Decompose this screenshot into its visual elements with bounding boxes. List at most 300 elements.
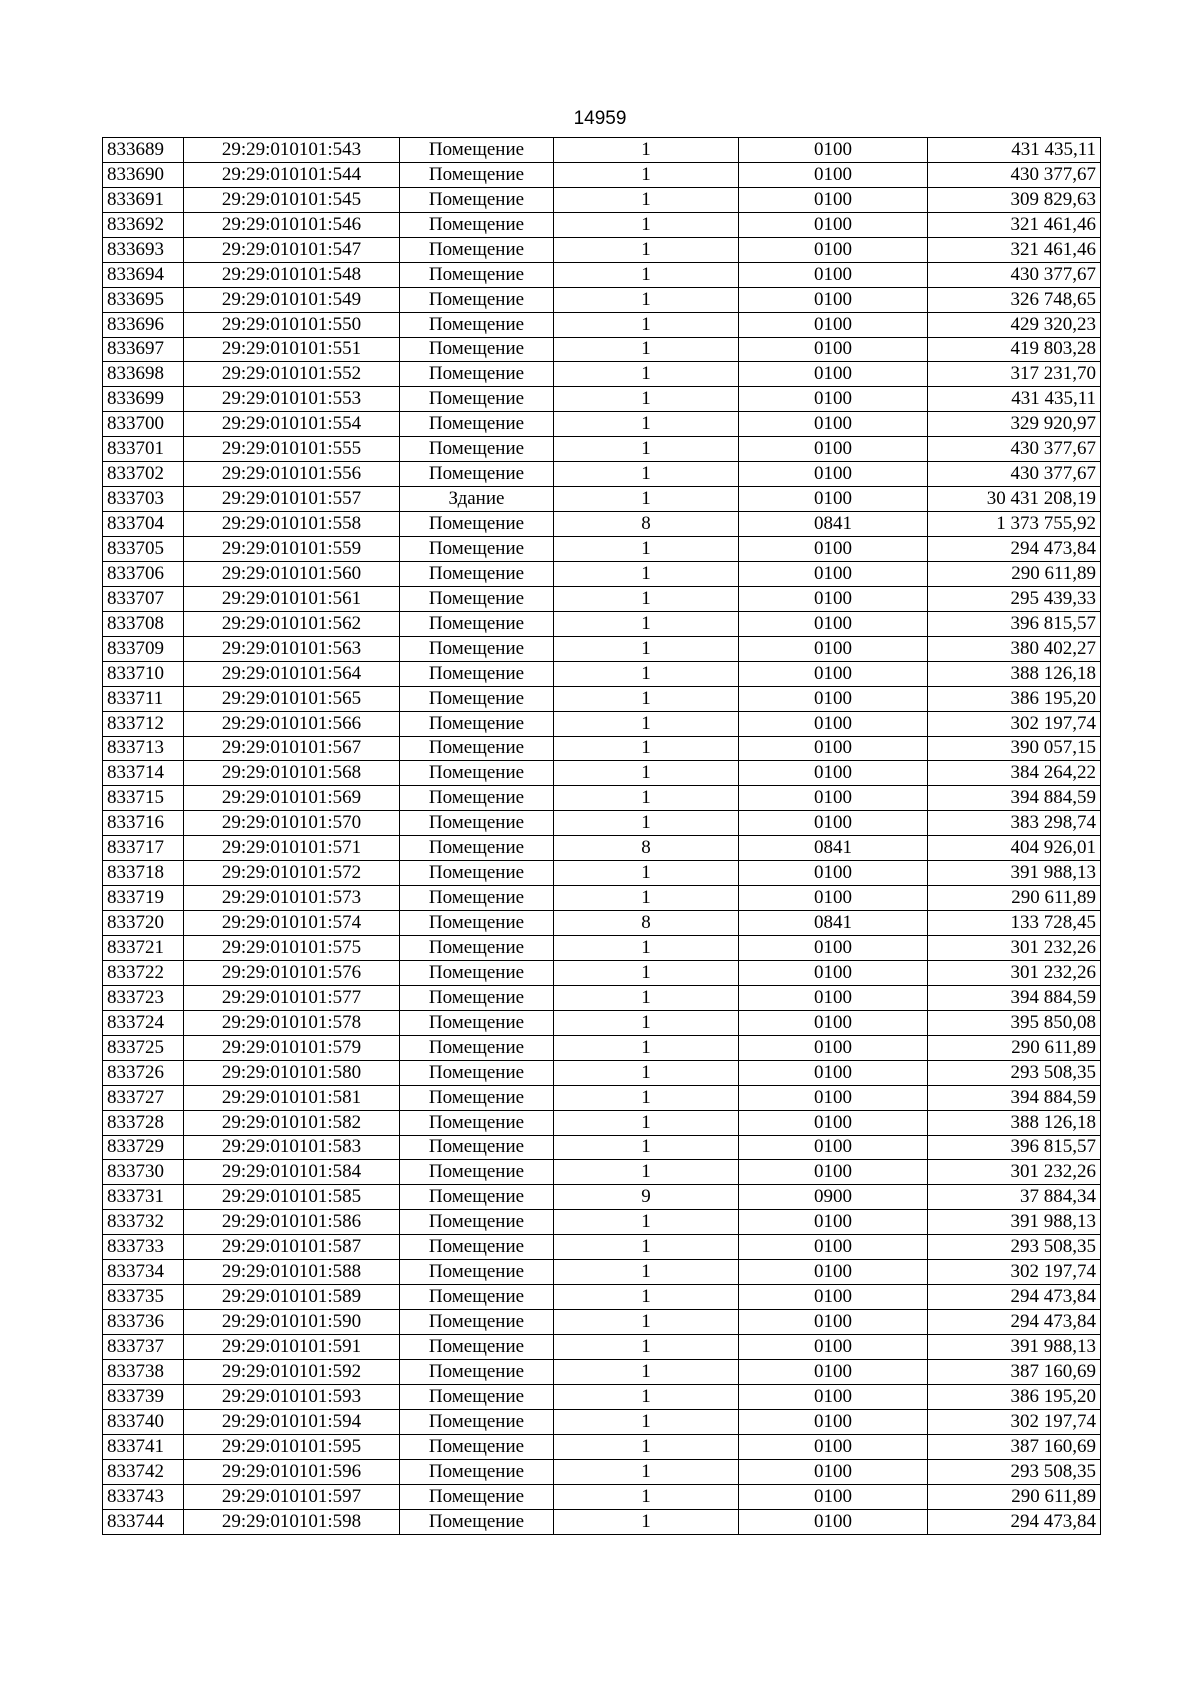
- group-cell: 1: [554, 786, 739, 811]
- group-cell: 1: [554, 686, 739, 711]
- object-type-cell: Помещение: [400, 711, 554, 736]
- cadastral-number-cell: 29:29:010101:564: [184, 661, 400, 686]
- group-cell: 1: [554, 1135, 739, 1160]
- record-id-cell: 833729: [103, 1135, 184, 1160]
- object-type-cell: Помещение: [400, 561, 554, 586]
- table-row: [103, 1160, 1101, 1185]
- cadastral-number-cell: 29:29:010101:565: [184, 686, 400, 711]
- cadastral-value-cell: 294 473,84: [928, 1310, 1101, 1335]
- group-cell: 1: [554, 537, 739, 562]
- cadastral-number-cell: 29:29:010101:581: [184, 1085, 400, 1110]
- table-row: [103, 187, 1101, 212]
- record-id-cell: 833743: [103, 1484, 184, 1509]
- cadastral-value-cell: 430 377,67: [928, 437, 1101, 462]
- record-id-cell: 833696: [103, 312, 184, 337]
- object-type-cell: Помещение: [400, 985, 554, 1010]
- cadastral-value-cell: 395 850,08: [928, 1010, 1101, 1035]
- table-row: [103, 237, 1101, 262]
- cadastral-number-cell: 29:29:010101:566: [184, 711, 400, 736]
- code-cell: 0100: [739, 761, 928, 786]
- code-cell: 0100: [739, 1285, 928, 1310]
- record-id-cell: 833693: [103, 237, 184, 262]
- cadastral-number-cell: 29:29:010101:560: [184, 561, 400, 586]
- object-type-cell: Помещение: [400, 138, 554, 163]
- group-cell: 1: [554, 1160, 739, 1185]
- cadastral-number-cell: 29:29:010101:571: [184, 836, 400, 861]
- code-cell: 0100: [739, 561, 928, 586]
- record-id-cell: 833734: [103, 1260, 184, 1285]
- object-type-cell: Помещение: [400, 636, 554, 661]
- object-type-cell: Помещение: [400, 611, 554, 636]
- cadastral-value-cell: 404 926,01: [928, 836, 1101, 861]
- table-row: [103, 1285, 1101, 1310]
- group-cell: 1: [554, 412, 739, 437]
- object-type-cell: Помещение: [400, 312, 554, 337]
- record-id-cell: 833694: [103, 262, 184, 287]
- record-id-cell: 833723: [103, 985, 184, 1010]
- record-id-cell: 833710: [103, 661, 184, 686]
- record-id-cell: 833733: [103, 1235, 184, 1260]
- table-row: [103, 138, 1101, 163]
- cadastral-number-cell: 29:29:010101:551: [184, 337, 400, 362]
- cadastral-value-cell: 391 988,13: [928, 1210, 1101, 1235]
- record-id-cell: 833695: [103, 287, 184, 312]
- group-cell: 1: [554, 886, 739, 911]
- cadastral-number-cell: 29:29:010101:597: [184, 1484, 400, 1509]
- cadastral-number-cell: 29:29:010101:574: [184, 911, 400, 936]
- code-cell: 0100: [739, 362, 928, 387]
- record-id-cell: 833702: [103, 462, 184, 487]
- table-row: [103, 1185, 1101, 1210]
- cadastral-value-cell: 430 377,67: [928, 462, 1101, 487]
- cadastral-number-cell: 29:29:010101:596: [184, 1459, 400, 1484]
- cadastral-number-cell: 29:29:010101:579: [184, 1035, 400, 1060]
- table-row: [103, 287, 1101, 312]
- group-cell: 1: [554, 462, 739, 487]
- cadastral-number-cell: 29:29:010101:598: [184, 1509, 400, 1534]
- code-cell: 0100: [739, 212, 928, 237]
- group-cell: 1: [554, 1085, 739, 1110]
- group-cell: 1: [554, 960, 739, 985]
- object-type-cell: Помещение: [400, 1160, 554, 1185]
- code-cell: 0100: [739, 786, 928, 811]
- cadastral-number-cell: 29:29:010101:554: [184, 412, 400, 437]
- cadastral-number-cell: 29:29:010101:582: [184, 1110, 400, 1135]
- record-id-cell: 833711: [103, 686, 184, 711]
- object-type-cell: Помещение: [400, 1509, 554, 1534]
- code-cell: 0100: [739, 960, 928, 985]
- table-row: [103, 1135, 1101, 1160]
- cadastral-value-cell: 317 231,70: [928, 362, 1101, 387]
- cadastral-value-cell: 391 988,13: [928, 1335, 1101, 1360]
- group-cell: 1: [554, 811, 739, 836]
- cadastral-value-cell: 391 988,13: [928, 861, 1101, 886]
- record-id-cell: 833700: [103, 412, 184, 437]
- table-row: [103, 1010, 1101, 1035]
- record-id-cell: 833709: [103, 636, 184, 661]
- record-id-cell: 833690: [103, 162, 184, 187]
- group-cell: 1: [554, 1384, 739, 1409]
- object-type-cell: Помещение: [400, 1110, 554, 1135]
- code-cell: 0100: [739, 487, 928, 512]
- cadastral-number-cell: 29:29:010101:580: [184, 1060, 400, 1085]
- object-type-cell: Помещение: [400, 1210, 554, 1235]
- cadastral-number-cell: 29:29:010101:543: [184, 138, 400, 163]
- object-type-cell: Помещение: [400, 911, 554, 936]
- group-cell: 1: [554, 1459, 739, 1484]
- cadastral-value-cell: 293 508,35: [928, 1060, 1101, 1085]
- cadastral-number-cell: 29:29:010101:595: [184, 1434, 400, 1459]
- cadastral-value-cell: 396 815,57: [928, 1135, 1101, 1160]
- record-id-cell: 833721: [103, 936, 184, 961]
- object-type-cell: Помещение: [400, 1409, 554, 1434]
- record-id-cell: 833714: [103, 761, 184, 786]
- table-row: [103, 1434, 1101, 1459]
- cadastral-value-cell: 383 298,74: [928, 811, 1101, 836]
- group-cell: 1: [554, 761, 739, 786]
- group-cell: 1: [554, 262, 739, 287]
- cadastral-number-cell: 29:29:010101:567: [184, 736, 400, 761]
- group-cell: 1: [554, 1210, 739, 1235]
- object-type-cell: Помещение: [400, 1484, 554, 1509]
- table-row: [103, 537, 1101, 562]
- code-cell: 0100: [739, 287, 928, 312]
- object-type-cell: Помещение: [400, 1085, 554, 1110]
- group-cell: 1: [554, 138, 739, 163]
- code-cell: 0100: [739, 1310, 928, 1335]
- cadastral-number-cell: 29:29:010101:545: [184, 187, 400, 212]
- cadastral-number-cell: 29:29:010101:561: [184, 586, 400, 611]
- cadastral-number-cell: 29:29:010101:555: [184, 437, 400, 462]
- table-row: [103, 586, 1101, 611]
- group-cell: 1: [554, 212, 739, 237]
- group-cell: 1: [554, 1310, 739, 1335]
- cadastral-value-cell: 386 195,20: [928, 1384, 1101, 1409]
- record-id-cell: 833737: [103, 1335, 184, 1360]
- record-id-cell: 833713: [103, 736, 184, 761]
- cadastral-value-cell: 429 320,23: [928, 312, 1101, 337]
- record-id-cell: 833735: [103, 1285, 184, 1310]
- group-cell: 1: [554, 711, 739, 736]
- record-id-cell: 833727: [103, 1085, 184, 1110]
- record-id-cell: 833720: [103, 911, 184, 936]
- code-cell: 0100: [739, 1434, 928, 1459]
- table-row: [103, 985, 1101, 1010]
- cadastral-value-cell: 394 884,59: [928, 786, 1101, 811]
- group-cell: 1: [554, 437, 739, 462]
- group-cell: 1: [554, 1035, 739, 1060]
- table-row: [103, 162, 1101, 187]
- cadastral-number-cell: 29:29:010101:553: [184, 387, 400, 412]
- group-cell: 1: [554, 362, 739, 387]
- object-type-cell: Помещение: [400, 1185, 554, 1210]
- record-id-cell: 833719: [103, 886, 184, 911]
- object-type-cell: Помещение: [400, 1384, 554, 1409]
- table-row: [103, 911, 1101, 936]
- record-id-cell: 833739: [103, 1384, 184, 1409]
- code-cell: 0100: [739, 636, 928, 661]
- record-id-cell: 833706: [103, 561, 184, 586]
- record-id-cell: 833740: [103, 1409, 184, 1434]
- code-cell: 0100: [739, 1035, 928, 1060]
- object-type-cell: Здание: [400, 487, 554, 512]
- code-cell: 0100: [739, 985, 928, 1010]
- group-cell: 1: [554, 312, 739, 337]
- code-cell: 0100: [739, 1235, 928, 1260]
- record-id-cell: 833722: [103, 960, 184, 985]
- group-cell: 1: [554, 586, 739, 611]
- object-type-cell: Помещение: [400, 761, 554, 786]
- table-row: [103, 1384, 1101, 1409]
- object-type-cell: Помещение: [400, 960, 554, 985]
- cadastral-number-cell: 29:29:010101:546: [184, 212, 400, 237]
- table-row: [103, 312, 1101, 337]
- cadastral-number-cell: 29:29:010101:563: [184, 636, 400, 661]
- object-type-cell: Помещение: [400, 1135, 554, 1160]
- registry-table: [102, 137, 1101, 1535]
- object-type-cell: Помещение: [400, 187, 554, 212]
- group-cell: 1: [554, 1285, 739, 1310]
- cadastral-number-cell: 29:29:010101:547: [184, 237, 400, 262]
- group-cell: 8: [554, 911, 739, 936]
- code-cell: 0841: [739, 512, 928, 537]
- table-row: [103, 1035, 1101, 1060]
- object-type-cell: Помещение: [400, 811, 554, 836]
- record-id-cell: 833731: [103, 1185, 184, 1210]
- code-cell: 0100: [739, 611, 928, 636]
- table-row: [103, 1409, 1101, 1434]
- cadastral-number-cell: 29:29:010101:572: [184, 861, 400, 886]
- table-row: [103, 1210, 1101, 1235]
- code-cell: 0100: [739, 237, 928, 262]
- object-type-cell: Помещение: [400, 262, 554, 287]
- registry-table-body: [103, 138, 1101, 1535]
- code-cell: 0100: [739, 1409, 928, 1434]
- group-cell: 1: [554, 1110, 739, 1135]
- code-cell: 0100: [739, 537, 928, 562]
- cadastral-number-cell: 29:29:010101:583: [184, 1135, 400, 1160]
- cadastral-value-cell: 384 264,22: [928, 761, 1101, 786]
- object-type-cell: Помещение: [400, 786, 554, 811]
- cadastral-number-cell: 29:29:010101:588: [184, 1260, 400, 1285]
- cadastral-value-cell: 380 402,27: [928, 636, 1101, 661]
- group-cell: 1: [554, 162, 739, 187]
- group-cell: 1: [554, 561, 739, 586]
- cadastral-value-cell: 326 748,65: [928, 287, 1101, 312]
- group-cell: 1: [554, 1484, 739, 1509]
- group-cell: 1: [554, 1409, 739, 1434]
- page-number: 14959: [573, 108, 627, 129]
- cadastral-value-cell: 390 057,15: [928, 736, 1101, 761]
- object-type-cell: Помещение: [400, 512, 554, 537]
- object-type-cell: Помещение: [400, 1235, 554, 1260]
- group-cell: 8: [554, 512, 739, 537]
- code-cell: 0100: [739, 1010, 928, 1035]
- code-cell: 0100: [739, 711, 928, 736]
- cadastral-value-cell: 30 431 208,19: [928, 487, 1101, 512]
- object-type-cell: Помещение: [400, 886, 554, 911]
- cadastral-value-cell: 431 435,11: [928, 387, 1101, 412]
- cadastral-number-cell: 29:29:010101:568: [184, 761, 400, 786]
- record-id-cell: 833689: [103, 138, 184, 163]
- record-id-cell: 833718: [103, 861, 184, 886]
- cadastral-number-cell: 29:29:010101:559: [184, 537, 400, 562]
- group-cell: 1: [554, 636, 739, 661]
- group-cell: 1: [554, 1335, 739, 1360]
- object-type-cell: Помещение: [400, 212, 554, 237]
- record-id-cell: 833701: [103, 437, 184, 462]
- cadastral-value-cell: 290 611,89: [928, 886, 1101, 911]
- cadastral-value-cell: 302 197,74: [928, 711, 1101, 736]
- code-cell: 0100: [739, 387, 928, 412]
- code-cell: 0100: [739, 412, 928, 437]
- group-cell: 1: [554, 936, 739, 961]
- object-type-cell: Помещение: [400, 836, 554, 861]
- code-cell: 0100: [739, 312, 928, 337]
- cadastral-number-cell: 29:29:010101:590: [184, 1310, 400, 1335]
- cadastral-value-cell: 329 920,97: [928, 412, 1101, 437]
- object-type-cell: Помещение: [400, 387, 554, 412]
- cadastral-value-cell: 387 160,69: [928, 1359, 1101, 1384]
- cadastral-value-cell: 290 611,89: [928, 1035, 1101, 1060]
- group-cell: 1: [554, 1235, 739, 1260]
- cadastral-value-cell: 430 377,67: [928, 162, 1101, 187]
- code-cell: 0100: [739, 1459, 928, 1484]
- object-type-cell: Помещение: [400, 661, 554, 686]
- table-row: [103, 337, 1101, 362]
- code-cell: 0100: [739, 1335, 928, 1360]
- object-type-cell: Помещение: [400, 287, 554, 312]
- object-type-cell: Помещение: [400, 861, 554, 886]
- cadastral-number-cell: 29:29:010101:573: [184, 886, 400, 911]
- table-row: [103, 1484, 1101, 1509]
- code-cell: 0100: [739, 1085, 928, 1110]
- code-cell: 0100: [739, 686, 928, 711]
- code-cell: 0100: [739, 1260, 928, 1285]
- table-row: [103, 1459, 1101, 1484]
- group-cell: 1: [554, 1010, 739, 1035]
- cadastral-value-cell: 294 473,84: [928, 1285, 1101, 1310]
- record-id-cell: 833724: [103, 1010, 184, 1035]
- cadastral-value-cell: 386 195,20: [928, 686, 1101, 711]
- cadastral-number-cell: 29:29:010101:592: [184, 1359, 400, 1384]
- record-id-cell: 833726: [103, 1060, 184, 1085]
- cadastral-value-cell: 37 884,34: [928, 1185, 1101, 1210]
- cadastral-value-cell: 396 815,57: [928, 611, 1101, 636]
- table-row: [103, 736, 1101, 761]
- cadastral-number-cell: 29:29:010101:593: [184, 1384, 400, 1409]
- cadastral-value-cell: 290 611,89: [928, 561, 1101, 586]
- object-type-cell: Помещение: [400, 1335, 554, 1360]
- cadastral-value-cell: 321 461,46: [928, 212, 1101, 237]
- object-type-cell: Помещение: [400, 1060, 554, 1085]
- table-row: [103, 487, 1101, 512]
- code-cell: 0100: [739, 1135, 928, 1160]
- table-row: [103, 636, 1101, 661]
- table-row: [103, 711, 1101, 736]
- group-cell: 9: [554, 1185, 739, 1210]
- cadastral-number-cell: 29:29:010101:552: [184, 362, 400, 387]
- table-row: [103, 1085, 1101, 1110]
- cadastral-number-cell: 29:29:010101:549: [184, 287, 400, 312]
- cadastral-number-cell: 29:29:010101:576: [184, 960, 400, 985]
- cadastral-value-cell: 309 829,63: [928, 187, 1101, 212]
- cadastral-number-cell: 29:29:010101:578: [184, 1010, 400, 1035]
- group-cell: 1: [554, 1434, 739, 1459]
- table-row: [103, 561, 1101, 586]
- object-type-cell: Помещение: [400, 1359, 554, 1384]
- table-row: [103, 761, 1101, 786]
- cadastral-value-cell: 394 884,59: [928, 985, 1101, 1010]
- code-cell: 0100: [739, 586, 928, 611]
- table-row: [103, 1060, 1101, 1085]
- object-type-cell: Помещение: [400, 1010, 554, 1035]
- cadastral-number-cell: 29:29:010101:544: [184, 162, 400, 187]
- table-row: [103, 886, 1101, 911]
- object-type-cell: Помещение: [400, 1260, 554, 1285]
- table-row: [103, 262, 1101, 287]
- record-id-cell: 833697: [103, 337, 184, 362]
- cadastral-value-cell: 294 473,84: [928, 537, 1101, 562]
- cadastral-number-cell: 29:29:010101:577: [184, 985, 400, 1010]
- cadastral-value-cell: 430 377,67: [928, 262, 1101, 287]
- table-row: [103, 686, 1101, 711]
- code-cell: 0100: [739, 1509, 928, 1534]
- cadastral-value-cell: 302 197,74: [928, 1260, 1101, 1285]
- cadastral-value-cell: 394 884,59: [928, 1085, 1101, 1110]
- table-row: [103, 861, 1101, 886]
- cadastral-value-cell: 1 373 755,92: [928, 512, 1101, 537]
- object-type-cell: Помещение: [400, 586, 554, 611]
- group-cell: 1: [554, 287, 739, 312]
- record-id-cell: 833741: [103, 1434, 184, 1459]
- group-cell: 1: [554, 736, 739, 761]
- group-cell: 1: [554, 611, 739, 636]
- table-row: [103, 437, 1101, 462]
- code-cell: 0841: [739, 911, 928, 936]
- record-id-cell: 833732: [103, 1210, 184, 1235]
- group-cell: 1: [554, 237, 739, 262]
- record-id-cell: 833703: [103, 487, 184, 512]
- cadastral-number-cell: 29:29:010101:575: [184, 936, 400, 961]
- record-id-cell: 833692: [103, 212, 184, 237]
- code-cell: 0100: [739, 138, 928, 163]
- table-row: [103, 412, 1101, 437]
- cadastral-value-cell: 301 232,26: [928, 936, 1101, 961]
- cadastral-value-cell: 431 435,11: [928, 138, 1101, 163]
- cadastral-number-cell: 29:29:010101:589: [184, 1285, 400, 1310]
- cadastral-value-cell: 321 461,46: [928, 237, 1101, 262]
- cadastral-number-cell: 29:29:010101:585: [184, 1185, 400, 1210]
- record-id-cell: 833730: [103, 1160, 184, 1185]
- cadastral-number-cell: 29:29:010101:586: [184, 1210, 400, 1235]
- object-type-cell: Помещение: [400, 1459, 554, 1484]
- group-cell: 1: [554, 387, 739, 412]
- record-id-cell: 833716: [103, 811, 184, 836]
- group-cell: 8: [554, 836, 739, 861]
- group-cell: 1: [554, 661, 739, 686]
- object-type-cell: Помещение: [400, 362, 554, 387]
- object-type-cell: Помещение: [400, 537, 554, 562]
- record-id-cell: 833708: [103, 611, 184, 636]
- table-row: [103, 462, 1101, 487]
- group-cell: 1: [554, 1060, 739, 1085]
- table-row: [103, 212, 1101, 237]
- record-id-cell: 833728: [103, 1110, 184, 1135]
- table-row: [103, 960, 1101, 985]
- object-type-cell: Помещение: [400, 736, 554, 761]
- object-type-cell: Помещение: [400, 1310, 554, 1335]
